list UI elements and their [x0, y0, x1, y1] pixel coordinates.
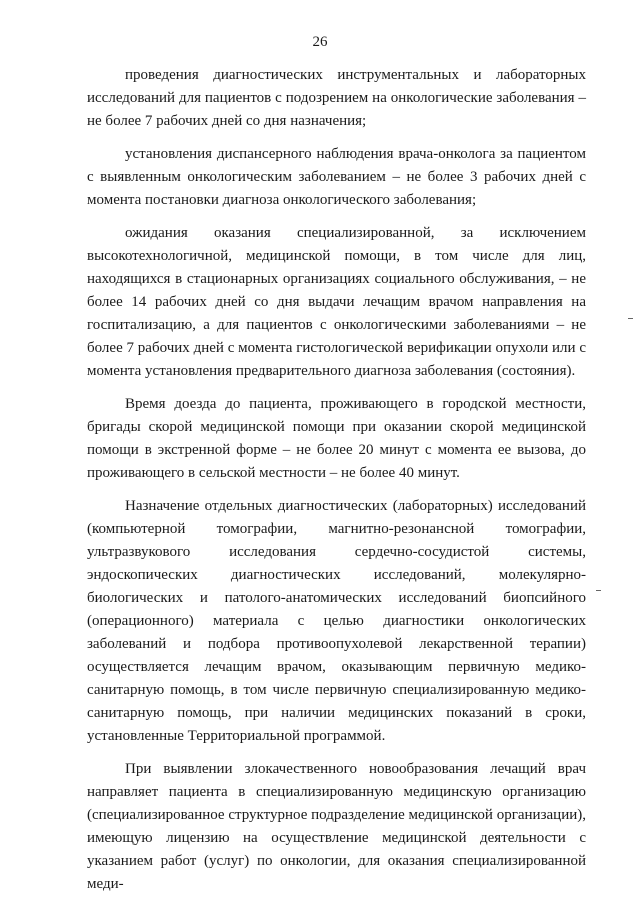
paragraph-dispensary-observation: установления диспансерного наблюдения врача-онколога за пациентом с выявленным онкологическим заболеванием – не более 3 рабочих дней с момента постановки диагноза онкологического заболевания;	[87, 146, 586, 208]
paragraph-specialized-care-wait: ожидания оказания специализированной, за исключением высокотехнологичной, медицинской помощи, в том числе для лиц, находящихся в стационарных организациях социального обслуживания, – не более 14 рабочих дней со дня выдачи лечащим врачом направления на госпитализацию, а для пациентов с онкологическими заболеваниями – не более 7 рабочих дней с момента гистологической верификации опухоли или с момента установления предварительного диагноза заболевания (состояния).	[87, 225, 586, 379]
margin-mark	[628, 318, 633, 319]
page-number: 26	[312, 34, 328, 50]
paragraph-oncology-referral: При выявлении злокачественного новообразования лечащий врач направляет пациента в специализированную медицинскую организацию (специализированное структурное подразделение медицинской организации), имеющую лицензию на осуществление медицинской деятельности с указанием работ (услуг) по онкологии, для оказания специализированной меди-	[87, 761, 586, 892]
paragraph-ambulance-arrival: Время доезда до пациента, проживающего в городской местности, бригады скорой медицинской помощи при оказании скорой медицинской помощи в экстренной форме – не более 20 минут с момента ее вызова, до проживающего в сельской местности – не более 40 минут.	[87, 396, 586, 481]
paragraph-diagnostics-term: проведения диагностических инструментальных и лабораторных исследований для пациентов с подозрением на онкологические заболевания – не более 7 рабочих дней со дня назначения;	[87, 67, 586, 129]
margin-mark	[596, 590, 601, 591]
body-text	[87, 64, 586, 896]
paragraph-diagnostic-referral: Назначение отдельных диагностических (лабораторных) исследований (компьютерной томографии, магнитно-резонансной томографии, ультразвукового исследования сердечно-сосудистой системы, эндоскопических диагностических исследований, молекулярно-биологических и патолого-анатомических исследований биопсийного (операционного) материала с целью диагностики онкологических заболеваний и подбора противоопухолевой лекарственной терапии) осуществляется лечащим врачом, оказывающим первичную медико-санитарную помощь, в том числе первичную специализированную медико-санитарную помощь, при наличии медицинских показаний в сроки, установленные Территориальной программой.	[87, 498, 586, 744]
